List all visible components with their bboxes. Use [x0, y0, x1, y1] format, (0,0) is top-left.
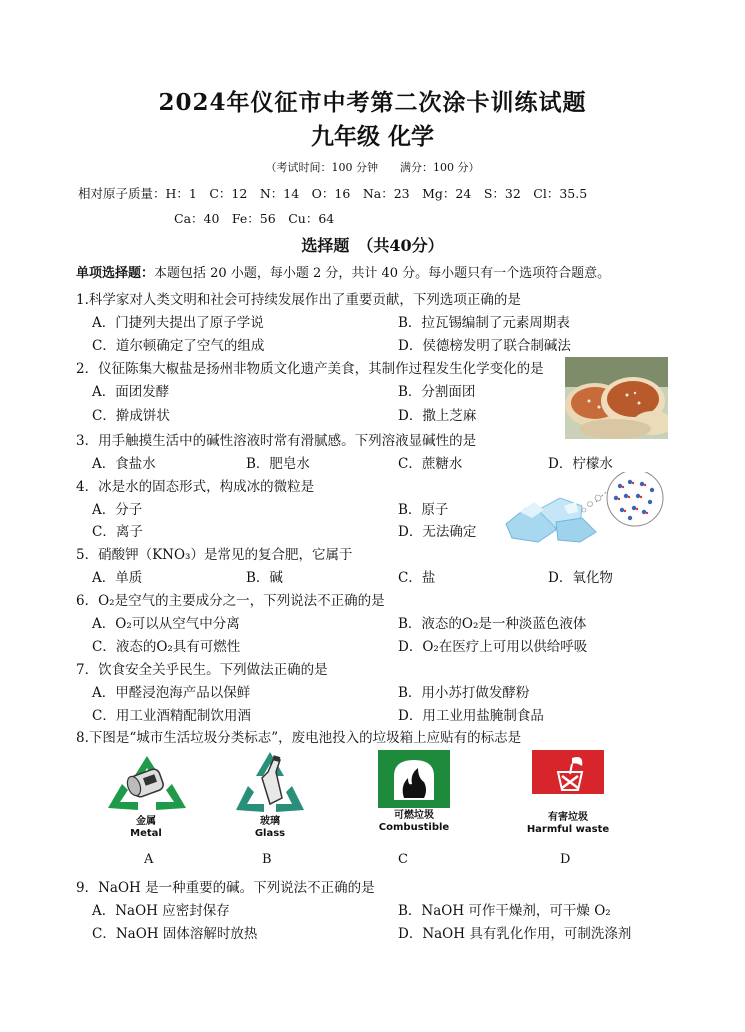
bin-a-letter: A	[144, 852, 154, 867]
bin-c-label-en: Combustible	[378, 822, 450, 833]
bin-b-caption	[225, 816, 315, 840]
combustible-waste-icon	[378, 750, 450, 808]
glass-recycle-icon	[234, 750, 306, 814]
question-3-stem: 3．用手触摸生活中的碱性溶液时常有滑腻感。下列溶液显碱性的是	[76, 433, 477, 449]
q3-option-a: A．食盐水	[92, 456, 156, 472]
q5-option-c: C．盐	[398, 570, 436, 586]
bin-d-caption	[523, 812, 613, 836]
q5-option-a: A．单质	[92, 570, 143, 586]
metal-recycle-icon	[104, 752, 190, 814]
q6-option-b: B．液态的O₂是一种淡蓝色液体	[398, 616, 587, 632]
bin-d-label-cn: 有害垃圾	[548, 812, 588, 823]
instructions-label: 单项选择题：	[76, 266, 155, 281]
q7-option-c: C．用工业酒精配制饮用酒	[92, 708, 251, 724]
q3-option-d: D．柠檬水	[548, 456, 613, 472]
q9-option-c: C．NaOH 固体溶解时放热	[92, 926, 258, 942]
question-1-stem: 1.科学家对人类文明和社会可持续发展作出了重要贡献，下列选项正确的是	[76, 292, 521, 308]
exam-timing: （考试时间：100 分钟 满分：100 分）	[265, 161, 480, 174]
question-8-stem: 8.下图是“城市生活垃圾分类标志”，废电池投入的垃圾箱上应贴有的标志是	[76, 730, 522, 746]
q1-option-a: A．门捷列夫提出了原子学说	[92, 315, 264, 331]
q6-option-d: D．O₂在医疗上可用以供给呼吸	[398, 639, 588, 655]
q1-option-b: B．拉瓦锡编制了元素周期表	[398, 315, 570, 331]
q2-option-d: D．撒上芝麻	[398, 408, 477, 424]
q4-option-d: D．无法确定	[398, 524, 477, 540]
q4-option-a: A．分子	[92, 502, 143, 518]
question-9-stem: 9．NaOH 是一种重要的碱。下列说法不正确的是	[76, 880, 375, 896]
bin-a-caption	[101, 816, 191, 840]
q2-option-a: A．面团发酵	[92, 384, 170, 400]
bin-d-label-en: Harmful waste	[526, 824, 610, 835]
exam-subtitle: 九年级 化学	[310, 123, 434, 150]
q9-option-d: D．NaOH 具有乳化作用，可制洗涤剂	[398, 926, 632, 942]
q7-option-a: A．甲醛浸泡海产品以保鲜	[92, 685, 251, 701]
bin-b-label-cn: 玻璃	[260, 816, 280, 827]
bin-b-letter: B	[262, 852, 272, 867]
q7-option-b: B．用小苏打做发酵粉	[398, 685, 530, 701]
ice-molecule-illustration	[498, 472, 668, 544]
question-7-stem: 7．饮食安全关乎民生。下列做法正确的是	[76, 662, 328, 678]
bin-c-letter: C	[398, 852, 408, 867]
q5-option-d: D．氧化物	[548, 570, 613, 586]
q6-option-c: C．液态的O₂具有可燃性	[92, 639, 241, 655]
q5-option-b: B．碱	[246, 570, 283, 586]
q3-option-b: B．肥皂水	[246, 456, 310, 472]
instructions-text: 本题包括 20 小题，每小题 2 分，共计 40 分。每小题只有一个选项符合题意。	[154, 266, 611, 281]
q7-option-d: D．用工业用盐腌制食品	[398, 708, 544, 724]
q4-option-b: B．原子	[398, 502, 449, 518]
section-title: 选择题 （共40分）	[301, 236, 444, 255]
q2-option-c: C．擀成饼状	[92, 408, 170, 424]
section-instructions	[76, 262, 610, 281]
exam-title: 2024年仪征市中考第二次涂卡训练试题	[158, 89, 587, 116]
question-5-stem: 5．硝酸钾（KNO₃）是常见的复合肥，它属于	[76, 547, 353, 563]
bin-a-label-en: Metal	[130, 828, 162, 839]
pepper-salt-cake-photo	[565, 357, 668, 439]
q6-option-a: A．O₂可以从空气中分离	[92, 616, 240, 632]
q9-option-b: B．NaOH 可作干燥剂，可干燥 O₂	[398, 903, 611, 919]
harmful-waste-icon	[532, 750, 604, 808]
question-6-stem: 6．O₂是空气的主要成分之一，下列说法不正确的是	[76, 593, 385, 609]
question-4-stem: 4．冰是水的固态形式，构成冰的微粒是	[76, 479, 315, 495]
q3-option-c: C．蔗糖水	[398, 456, 463, 472]
atomic-masses-line1: 相对原子质量：H：1 C：12 N：14 O：16 Na：23 Mg：24 S：32 Cl：35.5	[78, 186, 588, 201]
question-2-stem: 2．仪征陈集大椒盐是扬州非物质文化遗产美食，其制作过程发生化学变化的是	[76, 361, 544, 377]
q2-option-b: B．分割面团	[398, 384, 476, 400]
bin-a-label-cn: 金属	[136, 816, 156, 827]
bin-c-label-cn: 可燃垃圾	[394, 810, 434, 821]
q4-option-c: C．离子	[92, 524, 143, 540]
atomic-masses-line2: Ca：40 Fe：56 Cu：64	[174, 211, 335, 226]
q1-option-d: D．侯德榜发明了联合制碱法	[398, 338, 571, 354]
q9-option-a: A．NaOH 应密封保存	[92, 903, 230, 919]
q1-option-c: C．道尔顿确定了空气的组成	[92, 338, 265, 354]
bin-d-letter: D	[560, 852, 571, 867]
bin-b-label-en: Glass	[254, 828, 286, 839]
bin-c-caption	[369, 810, 459, 834]
